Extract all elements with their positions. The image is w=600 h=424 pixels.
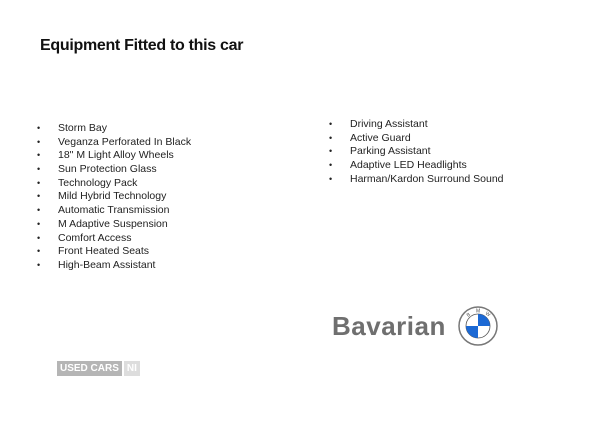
list-item: • M Adaptive Suspension xyxy=(37,218,191,232)
dealer-name: Bavarian xyxy=(332,310,446,341)
list-item: • 18" M Light Alloy Wheels xyxy=(37,149,191,163)
equipment-list-left xyxy=(37,122,191,273)
list-item: • Sun Protection Glass xyxy=(37,163,191,177)
list-item: • Harman/Kardon Surround Sound xyxy=(329,173,504,187)
list-item: • Active Guard xyxy=(329,132,504,146)
list-item: • Front Heated Seats xyxy=(37,245,191,259)
svg-text:M: M xyxy=(475,308,481,315)
list-item: • Automatic Transmission xyxy=(37,204,191,218)
badge-region: NI xyxy=(124,361,140,376)
dealer-logo xyxy=(332,306,498,346)
list-item: • Parking Assistant xyxy=(329,145,504,159)
list-item: • Adaptive LED Headlights xyxy=(329,159,504,173)
bmw-logo-icon xyxy=(458,306,498,346)
list-item: • Driving Assistant xyxy=(329,118,504,132)
list-item: • Mild Hybrid Technology xyxy=(37,190,191,204)
svg-text:W: W xyxy=(483,310,492,319)
badge-main: USED CARS xyxy=(57,361,122,376)
used-cars-badge xyxy=(57,361,140,376)
list-item: • Comfort Access xyxy=(37,232,191,246)
list-item: • Storm Bay xyxy=(37,122,191,136)
equipment-list-right xyxy=(329,118,504,186)
page-title: Equipment Fitted to this car xyxy=(40,37,244,54)
list-item: • High-Beam Assistant xyxy=(37,259,191,273)
list-item: • Technology Pack xyxy=(37,177,191,191)
list-item: • Veganza Perforated In Black xyxy=(37,136,191,150)
svg-text:B: B xyxy=(465,311,472,319)
